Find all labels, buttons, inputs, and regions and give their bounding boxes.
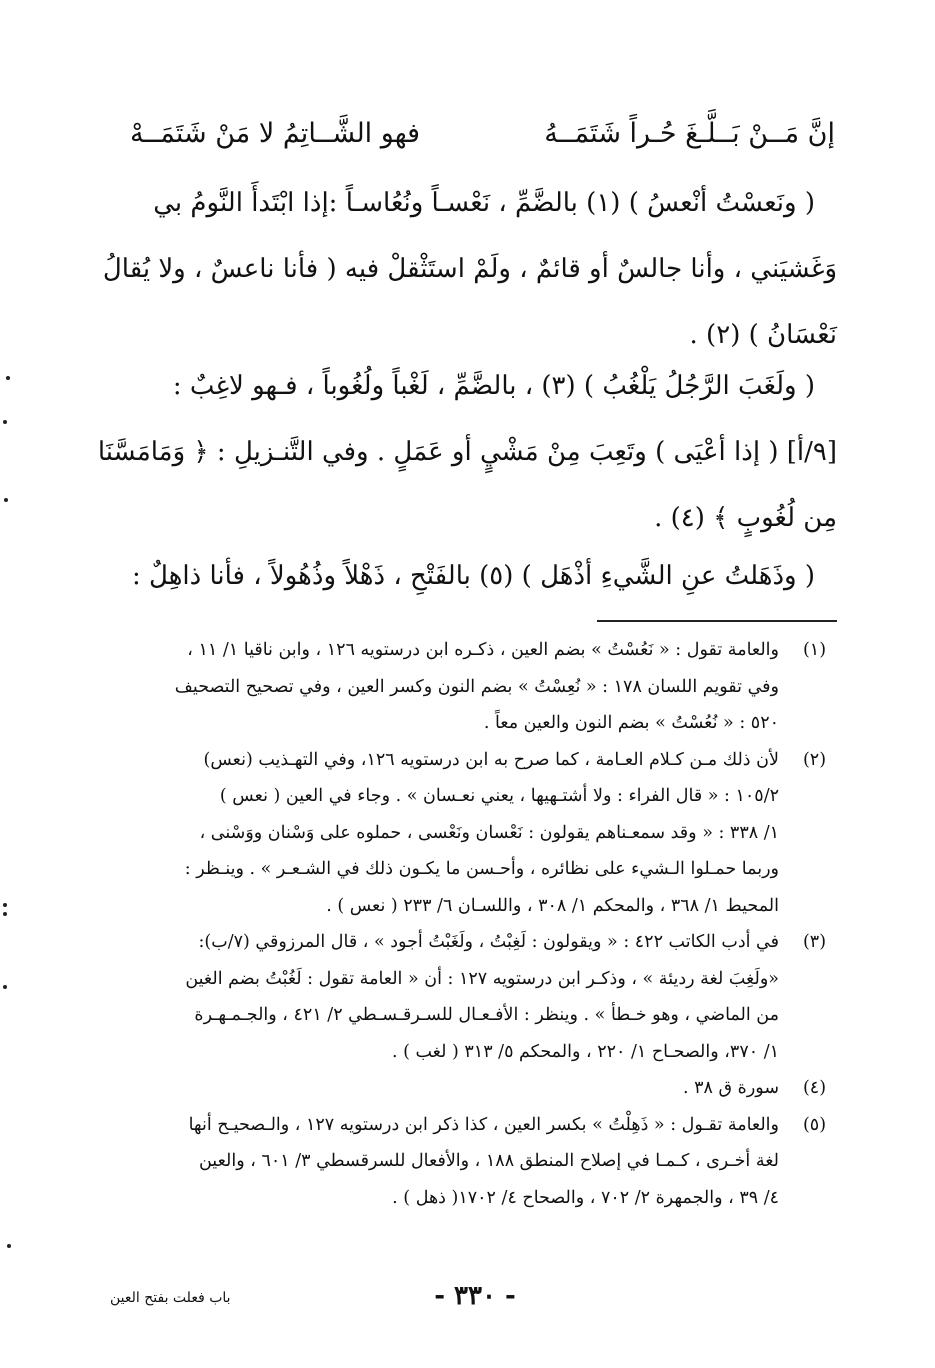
footnote-line: سورة ق ٣٨ . xyxy=(683,1078,779,1098)
footnote-5 xyxy=(97,1107,837,1217)
entry-line: مِن لُغُوبٍ ﴾ (٤) . xyxy=(654,503,837,533)
footnote-line: المحيط ١/ ٣٦٨ ، والمحكم ١/ ٣٠٨ ، واللسـان ٦/ ٢٣٣ ( نعس ) . xyxy=(326,895,779,916)
footnote-line: في أدب الكاتب ٤٢٢ : « ويقولون : لَغِبْتُ ، ولَغَبْتُ أجود » ، قال المرزوقي (٧/ب): xyxy=(198,932,779,952)
footnote-3 xyxy=(97,924,837,1070)
footnote-line: ٤/ ٣٩ ، والجمهرة ٢/ ٧٠٢ ، والصحاح ٤/ ١٧٠٢( ذهل ) . xyxy=(392,1187,779,1208)
footnote-line: لأن ذلك مـن كـلام العـامة ، كما صرح به ابن درستويه ١٢٦، وفي التهـذيب (نعس) xyxy=(203,749,779,770)
entry-line: ( ولَغَبَ الرَّجُلُ يَلْغُبُ ) (٣) ، بالضَّمِّ ، لَغْباً ولُغُوباً ، فـهو لاغِبٌ : xyxy=(172,371,815,401)
scan-speck xyxy=(4,498,8,502)
verse-hemistich-first: إنَّ مَــنْ بَــلَّـغَ حُـراً شَتَمَــهُ xyxy=(544,118,835,149)
footnote-2 xyxy=(97,742,837,925)
footnote-number: (٤) xyxy=(802,1078,827,1098)
running-footer-title: باب فعلت بفتح العين xyxy=(110,1290,231,1306)
footnotes xyxy=(97,632,837,1216)
footnote-number: (١) xyxy=(802,640,827,660)
footnote-line: وفي تقويم اللسان ١٧٨ : « نُعِسْتُ » بضم النون وكسر العين ، وفي تصحيح التصحيف xyxy=(174,676,779,697)
dictionary-entry-dhahal xyxy=(127,543,837,609)
footnote-line: ١/ ٣٣٨ : « وقد سمعـناهم يقولون : نَعْسان ونَعْسى ، حملوه على وَسْنان ووَسْنى ، xyxy=(199,822,779,843)
scan-speck xyxy=(3,985,7,989)
entry-line: ( وذَهَلتُ عنِ الشَّيءِ أذْهَل ) (٥) بالفَتْحِ ، ذَهْلاً وذُهُولاً ، فأنا ذاهِلٌ : xyxy=(131,561,815,591)
footnote-line: وربما حمـلوا الـشيء على نظائره ، وأحـسن ما يكـون ذلك في الشـعـر » . وينـظر : xyxy=(184,859,779,879)
scan-speck xyxy=(3,420,7,424)
footnote-line: ٥٢٠ : « نُعُسْتُ » بضم النون والعين معاً . xyxy=(483,713,779,733)
dictionary-entry-laghab xyxy=(97,353,837,551)
scan-speck xyxy=(3,903,7,907)
entry-line: ( ونَعسْتُ أنْعسُ ) (١) بالضَّمِّ ، نَعْسـاً ونُعُاسـاً :إذا ابْتَدأَ النَّومُ بي xyxy=(153,188,815,218)
verse-hemistich-second: فهو الشَّــاتِمُ لا مَنْ شَتَمَــهْ xyxy=(130,118,421,149)
footnote-number: (٢) xyxy=(802,749,827,770)
footnote-number: (٣) xyxy=(802,932,827,952)
footnote-line: من الماضي ، وهو خـطأ » . وينظر : الأفـعـال للسـرقـسـطي ٢/ ٤٢١ ، والجـمـهـرة xyxy=(194,1005,779,1025)
dictionary-entry-naas xyxy=(102,170,837,368)
scan-speck xyxy=(3,912,7,916)
footnote-4 xyxy=(97,1070,837,1107)
footnote-line: ١٠٥/٢ : « قال الفراء : ولا أشتـهيها ، يعني نعـسان » . وجاء في العين ( نعس ) xyxy=(219,786,779,806)
poetry-verse xyxy=(130,108,835,160)
entry-line: نَعْسَانُ ) (٢) . xyxy=(689,320,837,350)
scan-speck xyxy=(7,1244,11,1248)
footnote-1 xyxy=(97,632,837,742)
page-number: - ٣٣٠ - xyxy=(434,1281,516,1311)
footnote-number: (٥) xyxy=(802,1114,827,1135)
footnote-line: لغة أخـرى ، كـمـا في إصلاح المنطق ١٨٨ ، والأفعال للسرقسطي ٣/ ٦٠١ ، والعين xyxy=(198,1151,779,1171)
footnote-line: والعامة تقول : « نَعُسْتُ » بضم العين ، ذكـره ابن درستويه ١٢٦ ، وابن ناقيا ١/ ١١ ، xyxy=(187,640,779,660)
entry-line: [٩/أ] ( إذا أعْيَى ) وتَعِبَ مِنْ مَشْيٍ أو عَمَلٍ . وفي التَّنـزيلِ : ﴿ وَمَامَسَّنَا xyxy=(97,437,837,467)
footnote-separator xyxy=(597,620,837,622)
scan-speck xyxy=(6,376,10,380)
footnote-line: ١/ ٣٧٠، والصحـاح ١/ ٢٢٠ ، والمحكم ٥/ ٣١٣ ( لغب ) . xyxy=(391,1041,779,1062)
footnote-line: «ولَغِبَ لغة رديئة » ، وذكـر ابن درستويه ١٢٧ : أن « العامة تقول : لَغُبْتُ بضم الغين xyxy=(185,968,779,989)
footnote-line: والعامة تقـول : « ذَهِلْتُ » بكسر العين ، كذا ذكر ابن درستويه ١٢٧ ، والـصحيـح أنها xyxy=(188,1114,779,1135)
entry-line: وَغَشيَني ، وأنا جالسٌ أو قائمٌ ، ولَمْ استَثْقلْ فيه ( فأنا ناعسٌ ، ولا يُقالُ xyxy=(102,254,837,284)
